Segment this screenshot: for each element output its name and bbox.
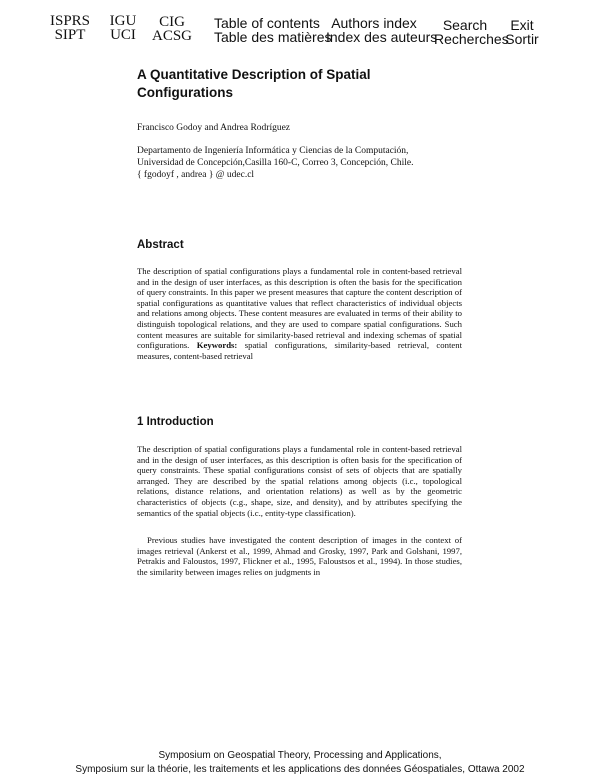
introduction-heading: 1 Introduction: [137, 416, 214, 428]
paper-title: A Quantitative Description of Spatial Configurations: [137, 67, 371, 100]
paper-authors: Francisco Godoy and Andrea Rodríguez: [137, 123, 291, 133]
abstract-body: The description of spatial configurations plays a fundamental role in content-based retrieval and in the design of user interfaces, as this description is often the basis for the specification of query constraints. In this paper we present measures that capture the content description of spatial configurations as quantitative values that reflect characteristics of individual objects and relations among objects. These content measures are evaluated in terms of their ability to distinguish topological relations, and they are used to compare spatial configurations. Such content measures are suitable for similarity-based retrieval and indexing schemas of spatial configurations.: [137, 266, 462, 351]
introduction-paragraph: Previous studies have investigated the content description of images in the context of images retrieval (Ankerst et al., 1999, Ahmad and Grosky, 1997, Park and Golshani, 1997, Petrakis and Faloustos, 1997, Flickner et al., 1995, Faloustsos et al., 1994). In those studies, the similarity between images relies on judgments in: [137, 535, 462, 577]
isprs-label: ISPRS: [49, 13, 91, 29]
search-link[interactable]: [434, 17, 509, 47]
affiliation-line: Departamento de Ingeniería Informática y Ciencias de la Computación,: [137, 146, 409, 156]
isprs-link[interactable]: [48, 14, 92, 42]
authors-index-label: Authors index: [331, 15, 417, 31]
igu-link[interactable]: [107, 14, 139, 42]
abstract-text: [137, 266, 462, 361]
author-affiliation: [137, 146, 467, 181]
affiliation-line: Universidad de Concepción,Casilla 160-C, Correo 3, Concepción, Chile.: [137, 157, 414, 168]
footer-line: Symposium on Geospatial Theory, Processing and Applications,: [158, 750, 442, 761]
authors-index-label-fr: Index des auteurs: [326, 29, 438, 45]
top-navigation: [0, 14, 600, 46]
abstract-heading: Abstract: [137, 239, 184, 251]
exit-label: Exit: [510, 17, 534, 33]
exit-label-fr: Sortir: [505, 31, 539, 47]
exit-link[interactable]: [504, 18, 540, 46]
toc-label: Table of contents: [214, 15, 320, 31]
footer-line: Symposium sur la théorie, les traitements et les applications des données Géospatiales, Ottawa 2002: [75, 764, 525, 775]
uci-label: UCI: [110, 27, 136, 43]
page-footer: [0, 749, 600, 777]
author-emails: { fgodoyf , andrea } @ udec.cl: [137, 169, 255, 180]
acsg-label: ACSG: [151, 28, 192, 44]
search-label-fr: Recherches: [434, 31, 509, 47]
igu-label: IGU: [109, 13, 137, 29]
sipt-label: SIPT: [54, 27, 86, 43]
cig-link[interactable]: [151, 15, 193, 43]
toc-label-fr: Table des matières: [214, 29, 332, 45]
introduction-paragraph: The description of spatial configurations plays a fundamental role in content-based retrieval and in the design of user interfaces, as this description is often basis for the specification of query constraints. These spatial configurations consist of sets of objects that are spatially arranged. They are described by the spatial relations among objects (i.c., topological relations, distance relations, and orientation relations) as well as by the geometric characteristics of objects (c.g., shape, size, and density), and by attributes specifying the semantics of the spatial objects (i.c., entity-type classification).: [137, 444, 462, 518]
keywords-label: Keywords:: [196, 340, 238, 351]
table-of-contents-link[interactable]: [214, 15, 332, 45]
search-label: Search: [442, 17, 488, 33]
keywords-list: spatial configurations, similarity-based retrieval, content measures, content-based retrieval: [137, 340, 463, 361]
cig-label: CIG: [159, 14, 185, 30]
authors-index-link[interactable]: [326, 15, 438, 45]
